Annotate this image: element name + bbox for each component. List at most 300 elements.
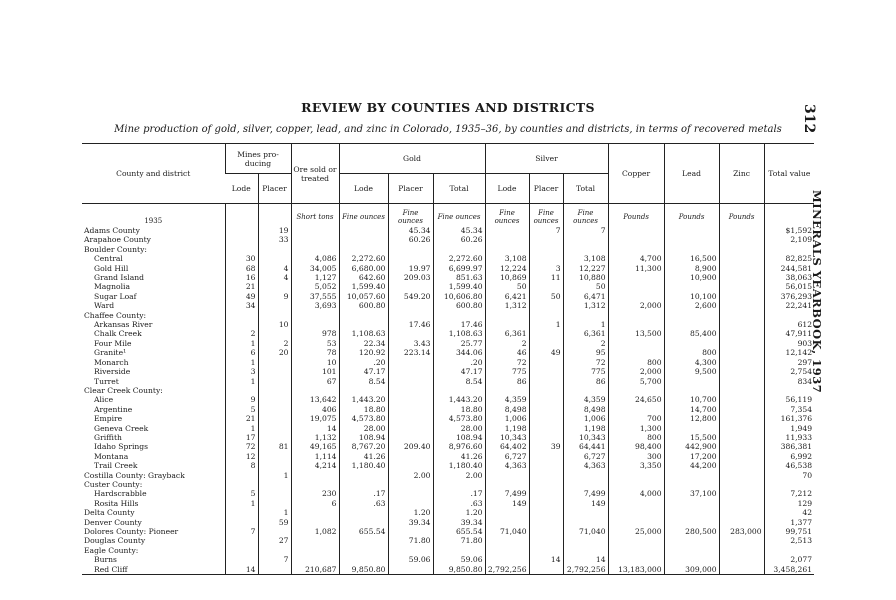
table-cell <box>388 405 433 414</box>
table-cell: 6,992 <box>764 452 814 461</box>
table-row <box>82 471 814 480</box>
table-cell: 17,200 <box>664 452 719 461</box>
units-gold-lode: Fine ounces <box>339 204 388 227</box>
table-cell: 775 <box>563 367 608 376</box>
table-cell: 9,500 <box>664 367 719 376</box>
table-cell: 1,082 <box>291 527 339 536</box>
table-cell <box>719 395 764 404</box>
table-row <box>82 254 814 263</box>
table-cell <box>563 508 608 517</box>
district-name: Magnolia <box>94 282 131 292</box>
header-silver: Silver <box>485 144 608 174</box>
table-cell: .20 <box>433 358 485 367</box>
table-cell: 10,343 <box>485 433 529 442</box>
table-cell <box>608 311 664 320</box>
production-table-wrapper <box>82 143 814 575</box>
table-cell: 1,312 <box>485 301 529 310</box>
running-head: MINERALS YEARBOOK, 1937 <box>810 190 824 394</box>
table-cell <box>529 471 563 480</box>
table-cell <box>388 546 433 555</box>
table-cell: 10,700 <box>664 395 719 404</box>
table-cell: 41.26 <box>339 452 388 461</box>
table-cell: 39.34 <box>433 518 485 527</box>
table-cell: 2,109 <box>764 235 814 244</box>
table-cell <box>339 508 388 517</box>
table-cell: 4,363 <box>485 461 529 470</box>
table-cell <box>719 480 764 489</box>
table-cell <box>719 471 764 480</box>
table-row <box>82 348 814 357</box>
table-cell <box>258 358 291 367</box>
table-cell <box>664 386 719 395</box>
table-cell <box>719 339 764 348</box>
table-cell: 18.80 <box>339 405 388 414</box>
table-cell: 101 <box>291 367 339 376</box>
table-cell: 47.17 <box>433 367 485 376</box>
table-cell: 72 <box>563 358 608 367</box>
table-cell: 70 <box>764 471 814 480</box>
table-cell <box>719 499 764 508</box>
table-cell <box>529 405 563 414</box>
table-cell: 3.43 <box>388 339 433 348</box>
table-cell: 344.06 <box>433 348 485 357</box>
district-name: Sugar Loaf <box>94 291 137 301</box>
table-cell <box>485 480 529 489</box>
county-heading: Chaffee County: <box>84 310 147 320</box>
district-name: Argentine <box>94 404 133 414</box>
table-cell <box>608 226 664 235</box>
table-cell <box>339 320 388 329</box>
table-cell <box>529 527 563 536</box>
table-cell <box>339 546 388 555</box>
table-cell <box>291 235 339 244</box>
header-copper: Copper <box>608 144 664 204</box>
table-cell <box>719 264 764 273</box>
table-cell <box>388 377 433 386</box>
table-cell <box>339 245 388 254</box>
table-cell <box>719 405 764 414</box>
table-cell <box>225 235 258 244</box>
table-cell: 2 <box>225 329 258 338</box>
table-row <box>82 386 814 395</box>
table-cell <box>563 386 608 395</box>
table-cell: 6,727 <box>563 452 608 461</box>
district-name: Burns <box>94 555 117 565</box>
district-name: Trail Creek <box>94 461 138 471</box>
table-cell: .63 <box>339 499 388 508</box>
table-cell: 1,443.20 <box>339 395 388 404</box>
table-cell <box>563 518 608 527</box>
table-cell: 78 <box>291 348 339 357</box>
units-copper: Pounds <box>608 204 664 227</box>
table-cell: 8,498 <box>563 405 608 414</box>
table-cell <box>485 471 529 480</box>
table-cell: 8,498 <box>485 405 529 414</box>
table-cell: 98,400 <box>608 442 664 451</box>
table-cell <box>529 245 563 254</box>
table-cell <box>664 508 719 517</box>
table-cell: 4,700 <box>608 254 664 263</box>
table-cell: 67 <box>291 377 339 386</box>
table-cell <box>719 442 764 451</box>
table-cell <box>664 311 719 320</box>
table-cell <box>258 377 291 386</box>
table-cell: 2.00 <box>433 471 485 480</box>
table-cell: 17.46 <box>388 320 433 329</box>
table-cell <box>563 480 608 489</box>
table-cell: 7 <box>563 226 608 235</box>
page-title: REVIEW BY COUNTIES AND DISTRICTS <box>301 100 595 115</box>
table-cell: 1,108.63 <box>339 329 388 338</box>
table-cell <box>719 320 764 329</box>
table-cell <box>764 546 814 555</box>
table-cell <box>664 245 719 254</box>
table-cell <box>608 235 664 244</box>
table-cell <box>608 405 664 414</box>
district-name: Red Cliff <box>82 565 225 575</box>
table-cell <box>291 518 339 527</box>
table-cell <box>258 433 291 442</box>
table-cell <box>388 461 433 470</box>
table-cell <box>258 424 291 433</box>
district-name: Gold Hill <box>94 263 129 273</box>
table-caption: Mine production of gold, silver, copper, lead, and zinc in Colorado, 1935–36, by counties and districts, in terms of recovered metals <box>114 124 782 135</box>
table-cell <box>608 499 664 508</box>
district-name: Idaho Springs <box>94 442 149 452</box>
table-cell <box>563 471 608 480</box>
table-cell: 9,850.80 <box>433 565 485 575</box>
table-row <box>82 414 814 423</box>
table-cell: 9 <box>258 292 291 301</box>
table-cell <box>485 245 529 254</box>
table-cell <box>664 546 719 555</box>
table-cell <box>608 245 664 254</box>
table-cell: 37,100 <box>664 489 719 498</box>
table-cell <box>433 311 485 320</box>
table-cell: 149 <box>563 499 608 508</box>
table-cell <box>225 226 258 235</box>
district-name: Granite¹ <box>94 348 127 358</box>
units-row <box>82 204 814 227</box>
table-cell: 1 <box>225 377 258 386</box>
table-cell: 600.80 <box>433 301 485 310</box>
table-cell: 280,500 <box>664 527 719 536</box>
table-cell <box>291 536 339 545</box>
page-number: 312 <box>801 104 817 134</box>
table-row <box>82 527 814 536</box>
units-gold-placer: Fine ounces <box>388 204 433 227</box>
table-cell <box>291 508 339 517</box>
table-cell <box>339 386 388 395</box>
table-cell: 86 <box>563 377 608 386</box>
table-cell <box>608 546 664 555</box>
header-lead: Lead <box>664 144 719 204</box>
table-row <box>82 395 814 404</box>
header-total-value: Total value <box>764 144 814 204</box>
table-cell: 46 <box>485 348 529 357</box>
district-name: Four Mile <box>94 338 132 348</box>
table-cell: 28.00 <box>433 424 485 433</box>
table-cell: 223.14 <box>388 348 433 357</box>
table-cell: 49,165 <box>291 442 339 451</box>
units-ore: Short tons <box>291 204 339 227</box>
table-cell <box>664 499 719 508</box>
units-silver-placer: Fine ounces <box>529 204 563 227</box>
table-cell <box>529 339 563 348</box>
table-cell: 12,227 <box>563 264 608 273</box>
table-cell: 4,359 <box>485 395 529 404</box>
district-name: Ward <box>94 301 115 311</box>
table-cell <box>764 480 814 489</box>
table-cell <box>388 480 433 489</box>
table-cell: $1,592 <box>764 226 814 235</box>
table-cell <box>608 536 664 545</box>
table-cell: 10,100 <box>664 292 719 301</box>
table-cell <box>719 536 764 545</box>
table-cell: 834 <box>764 377 814 386</box>
table-cell: 655.54 <box>433 527 485 536</box>
table-cell: 309,000 <box>664 565 719 575</box>
table-cell: 10,343 <box>563 433 608 442</box>
district-name: Costilla County: Grayback <box>84 470 185 480</box>
table-cell: 600.80 <box>339 301 388 310</box>
table-cell: 49 <box>529 348 563 357</box>
table-cell: 34,005 <box>291 264 339 273</box>
table-cell <box>258 245 291 254</box>
table-cell: 108.94 <box>433 433 485 442</box>
table-cell: 1,949 <box>764 424 814 433</box>
table-cell: 2,272.60 <box>433 254 485 263</box>
table-cell: 300 <box>608 452 664 461</box>
table-cell <box>388 254 433 263</box>
table-cell: 59 <box>258 518 291 527</box>
table-cell <box>529 424 563 433</box>
table-cell: 47,911 <box>764 329 814 338</box>
table-cell: 244,581 <box>764 264 814 273</box>
table-cell <box>529 254 563 263</box>
table-cell: 978 <box>291 329 339 338</box>
table-cell <box>291 480 339 489</box>
table-row <box>82 405 814 414</box>
table-cell <box>225 546 258 555</box>
table-cell: 21 <box>225 414 258 423</box>
table-cell <box>529 235 563 244</box>
table-cell <box>225 555 258 564</box>
table-cell: 18.80 <box>433 405 485 414</box>
table-cell <box>388 527 433 536</box>
table-cell: 1,127 <box>291 273 339 282</box>
table-cell: 33 <box>258 235 291 244</box>
table-cell <box>388 414 433 423</box>
district-name: Arkansas River <box>94 320 153 330</box>
table-cell <box>529 386 563 395</box>
district-name: Dolores County: Pioneer <box>84 527 179 536</box>
table-cell: 129 <box>764 499 814 508</box>
table-cell <box>764 245 814 254</box>
table-cell <box>664 235 719 244</box>
table-cell: 71.80 <box>388 536 433 545</box>
header-gold-lode: Lode <box>339 174 388 204</box>
table-cell <box>529 433 563 442</box>
table-row <box>82 292 814 301</box>
table-cell: 9 <box>225 395 258 404</box>
table-cell <box>339 235 388 244</box>
table-cell: 2,792,256 <box>485 565 529 575</box>
table-cell: 4,214 <box>291 461 339 470</box>
table-cell <box>608 348 664 357</box>
table-cell: 72 <box>485 358 529 367</box>
district-name: Alice <box>94 395 114 405</box>
table-cell: 1.20 <box>388 508 433 517</box>
table-row <box>82 433 814 442</box>
table-cell <box>258 489 291 498</box>
table-cell: 283,000 <box>719 527 764 536</box>
table-cell: 230 <box>291 489 339 498</box>
table-cell: 50 <box>485 282 529 291</box>
table-cell: 10,869 <box>485 273 529 282</box>
table-cell <box>258 405 291 414</box>
table-cell <box>388 424 433 433</box>
table-cell: 4 <box>258 273 291 282</box>
table-cell <box>719 489 764 498</box>
table-cell: 19 <box>258 226 291 235</box>
table-cell: 60.26 <box>388 235 433 244</box>
table-cell: 8.54 <box>433 377 485 386</box>
table-cell <box>485 235 529 244</box>
table-cell <box>529 489 563 498</box>
table-cell: 161,376 <box>764 414 814 423</box>
table-cell <box>291 226 339 235</box>
table-cell: 86 <box>485 377 529 386</box>
table-cell: 10,057.60 <box>339 292 388 301</box>
table-row <box>82 273 814 282</box>
table-cell <box>719 348 764 357</box>
table-cell <box>529 377 563 386</box>
table-cell: 27 <box>258 536 291 545</box>
table-cell: 44,200 <box>664 461 719 470</box>
table-cell <box>433 480 485 489</box>
table-cell <box>529 546 563 555</box>
table-cell: 2 <box>563 339 608 348</box>
table-cell <box>529 536 563 545</box>
table-cell <box>388 433 433 442</box>
district-name: Griffith <box>94 432 122 442</box>
table-cell: 38,063 <box>764 273 814 282</box>
table-cell: 1,108.63 <box>433 329 485 338</box>
table-row <box>82 235 814 244</box>
table-row <box>82 320 814 329</box>
table-cell: 8.54 <box>339 377 388 386</box>
table-cell: 14 <box>225 565 258 575</box>
county-heading: Clear Creek County: <box>84 385 163 395</box>
table-cell <box>664 377 719 386</box>
table-row <box>82 518 814 527</box>
table-cell <box>719 386 764 395</box>
table-row <box>82 329 814 338</box>
table-cell <box>339 471 388 480</box>
table-cell <box>529 461 563 470</box>
table-cell <box>225 386 258 395</box>
table-row <box>82 245 814 254</box>
table-cell <box>258 414 291 423</box>
table-cell: 99,751 <box>764 527 814 536</box>
table-cell <box>388 301 433 310</box>
table-cell <box>258 254 291 263</box>
units-cell <box>225 204 258 227</box>
table-cell: 108.94 <box>339 433 388 442</box>
table-cell: 37,555 <box>291 292 339 301</box>
table-cell: 1,006 <box>563 414 608 423</box>
table-cell: 12,142 <box>764 348 814 357</box>
table-cell <box>388 311 433 320</box>
table-cell: 53 <box>291 339 339 348</box>
table-cell: 3,458,261 <box>764 565 814 575</box>
table-row <box>82 480 814 489</box>
table-cell: 13,642 <box>291 395 339 404</box>
table-cell: 3,693 <box>291 301 339 310</box>
table-row <box>82 461 814 470</box>
table-cell: 6,699.97 <box>433 264 485 273</box>
table-cell: 4,573.80 <box>433 414 485 423</box>
table-cell: 4,300 <box>664 358 719 367</box>
table-cell: 13,183,000 <box>608 565 664 575</box>
header-gold-placer: Placer <box>388 174 433 204</box>
table-cell <box>608 273 664 282</box>
table-cell: 8,900 <box>664 264 719 273</box>
table-cell: 22,241 <box>764 301 814 310</box>
units-silver-total: Fine ounces <box>563 204 608 227</box>
table-cell <box>719 414 764 423</box>
table-cell <box>719 245 764 254</box>
table-cell: 297 <box>764 358 814 367</box>
table-cell: 19,075 <box>291 414 339 423</box>
table-cell: 700 <box>608 414 664 423</box>
table-cell: 1,443.20 <box>433 395 485 404</box>
year-label: 1935 <box>144 216 163 225</box>
table-cell: 4,363 <box>563 461 608 470</box>
table-cell: 30 <box>225 254 258 263</box>
table-cell: 11 <box>529 273 563 282</box>
units-lead: Pounds <box>664 204 719 227</box>
table-cell: 9,850.80 <box>339 565 388 575</box>
table-cell <box>719 424 764 433</box>
table-cell <box>339 518 388 527</box>
table-cell: 120.92 <box>339 348 388 357</box>
table-cell: 21 <box>225 282 258 291</box>
table-cell: 4 <box>258 264 291 273</box>
district-name: Douglas County <box>84 536 146 546</box>
header-gold: Gold <box>339 144 485 174</box>
table-cell: 1.20 <box>433 508 485 517</box>
table-cell <box>529 358 563 367</box>
table-cell: 4,086 <box>291 254 339 263</box>
table-cell: 6,680.00 <box>339 264 388 273</box>
table-cell: 81 <box>258 442 291 451</box>
table-cell: 71.80 <box>433 536 485 545</box>
county-heading: Custer County: <box>84 479 143 489</box>
table-cell <box>485 320 529 329</box>
table-cell <box>485 518 529 527</box>
table-cell: 2,272.60 <box>339 254 388 263</box>
table-cell: 10,606.80 <box>433 292 485 301</box>
table-cell: 11,933 <box>764 433 814 442</box>
table-cell: 13,500 <box>608 329 664 338</box>
table-cell: 800 <box>608 358 664 367</box>
table-cell <box>388 282 433 291</box>
table-cell <box>529 301 563 310</box>
table-cell <box>719 282 764 291</box>
table-cell: 1,114 <box>291 452 339 461</box>
